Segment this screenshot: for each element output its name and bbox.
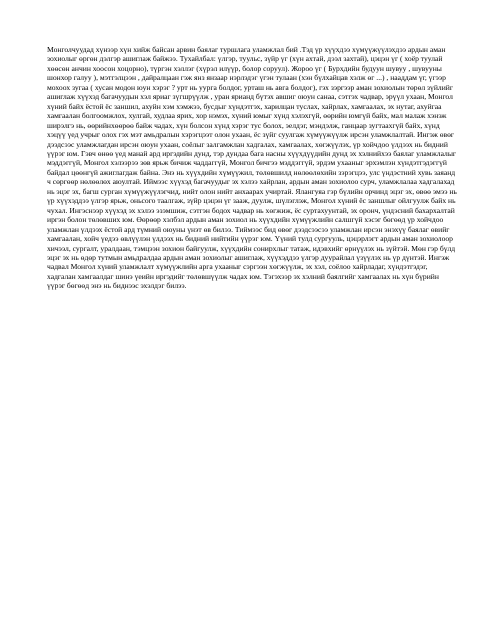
body-text: Монголчуудад хүнээр хүн хийж байсан арвин баялаг туршлага уламжлал бий .Тэд үр хүүхдээ хүмүүжүүлэхдээ ардын аман зохиолыг өргөн дэлгэр ашиглаж байжээ. Тухайлбал: үлгэр, туульс, зүйр үг (хүн ахтай, дээл захтай), цэцэн үг ( хоёр туулай хөөсөн анчин хоосон хоцорно), түргэн хэллэг (хүрэл илүүр, болор соруул). Жороо үг ( Бурхдийн будуун шувуу , шувууны шонхор галуу ), мэтгэлцээн , дайралцаан гэж янз янзаар нэрлэдэг үгэн тулаан (хэн бүлхайцав хэлж өг ...) , нааддам үг, үгээр мохоох зугаа ( хусан модон юун хэрэг ? урт нь уурга болдог, урташ нь авга болдог), гэх зэргээр аман зохиолын төрөл зүйлийг ашиглаж хүүхэд багачуудын хэл яриаг зүгшрүүлж , уран ярианд бүтэх авшиг оюун санаа, сэтгэх чадвар, эрүүл ухаан, Монгол хүний байх ёстой ёс заншил, ахуйн хэм хэмжээ, бусдыг хүндэтгэх, харилцан туслах, хайрлах, хамгаалах, эх нутаг, ахуйгаа хамгаалан болгоомжлох, хулгай, худлаа ярих, хор нэмэх, хүний юмыг хүнд хэлэхгүй, өөрийн юмгүй байх, мал малаж хэнэж ширэлгэ нь, өөрийнхөөрөө байж чадах, хүн болсон хүнд хэрэг тус болох, эелдэг, мэндэлж, ганцаар зугтаахгүй байх, хүнд хэцүү үед учрыг олох гэх мэт амьдралын хэрэгцээт олон ухаан, ёс зүйг суулгаж хүмүүжүүлж ирсэн уламжлалтай. Ингэж өвөг дээдсээс уламжлагдан ирсэн оюун ухаан, соёлыг залгамжлан хадгалах, хамгаалах, хөгжүүлэх, үр хойчдоо үлдээх нь бидний үүрэг юм. Гэвч өнөө үед манай ард иргэдийн дунд, тэр дундаа бага насны хүүхдүүдийн дунд эх хэлнийхээ баялаг уламжлалыг мэддэггүй, Монгол хэлээрээ зөв ярьж бичиж чаддаггүй, Монгол бичгээ мэддэггүй, эрдэм ухааныг эрхэмлэн хүндэтгэдэггүй байдал цөөнгүй ажиглагдаж байна. Энэ нь хүүхдийн хүмүүжил, төлөвшилд нөлөөлөхийн зэрэгцээ, улс үндэстний хувь заяанд ч сөргөөр нөлөөлөх аюултай. Иймээс хүүхэд багачуудыг эх хэлээ хайрлан, ардын аман зохиолоо сурч, уламжлалаа хадгалахад нь эцэг эх, багш сурган хүмүүжүүлэгчид, нийт олон нийт анхаарах учиртай. Ялангуяа гэр бүлийн орчинд эцэг эх, өвөө эмээ нь үр хүүхэддээ үлгэр ярьж, оньсого таалгаж, зүйр цэцэн үг зааж, дуулж, шүлэглэж, Монгол хүний ёс заншлыг ойлгуулж байх нь чухал. Ингэснээр хүүхэд эх хэлээ эзэмшиж, сэтгэн бодох чадвар нь хөгжиж, ёс суртахуунтай, эх оронч, үндэсний бахархалтай иргэн болон төлөвших юм. Өөрөөр хэлбэл ардын аман зохиол нь хүүхдийн хүмүүжлийн салшгүй хэсэг бөгөөд үр хойчдоо уламжлан үлдээх ёстой ард түмний оюуны үнэт өв билээ. Тиймээс бид өвөг дээдсээсээ уламжлан ирсэн энэхүү баялаг өвийг хамгаалан, хойч үедээ өвлүүлэн үлдээх нь бидний нийтийн үүрэг юм. Үүний тулд сургууль, цэцэрлэгт ардын аман зохиолоор хичээл, сургалт, уралдаан, тэмцээн зохион байгуулж, хүүхдийн сонирхлыг татаж, идэвхийг өрнүүлэх нь зүйтэй. Мөн гэр бүлд эцэг эх нь өдөр тутмын амьдралдаа ардын аман зохиолыг ашиглаж, хүүхэддээ үлгэр дуурайлал үзүүлэх нь үр дүнтэй. Ингэж чадвал Монгол хүний уламжлалт хүмүүжлийн арга ухааныг сэргээн хөгжүүлж, эх хэл, соёлоо хайрладаг, хүндэтгэдэг, хадгалан хамгаалдаг шинэ үеийн иргэдийг төлөвшүүлж чадах юм. Тэгэхээр эх хэлний баялгийг хамгаалах нь хүн бүрийн үүрэг бөгөөд энэ нь биднээс эхэлдэг билээ. xyxy=(47,45,457,291)
